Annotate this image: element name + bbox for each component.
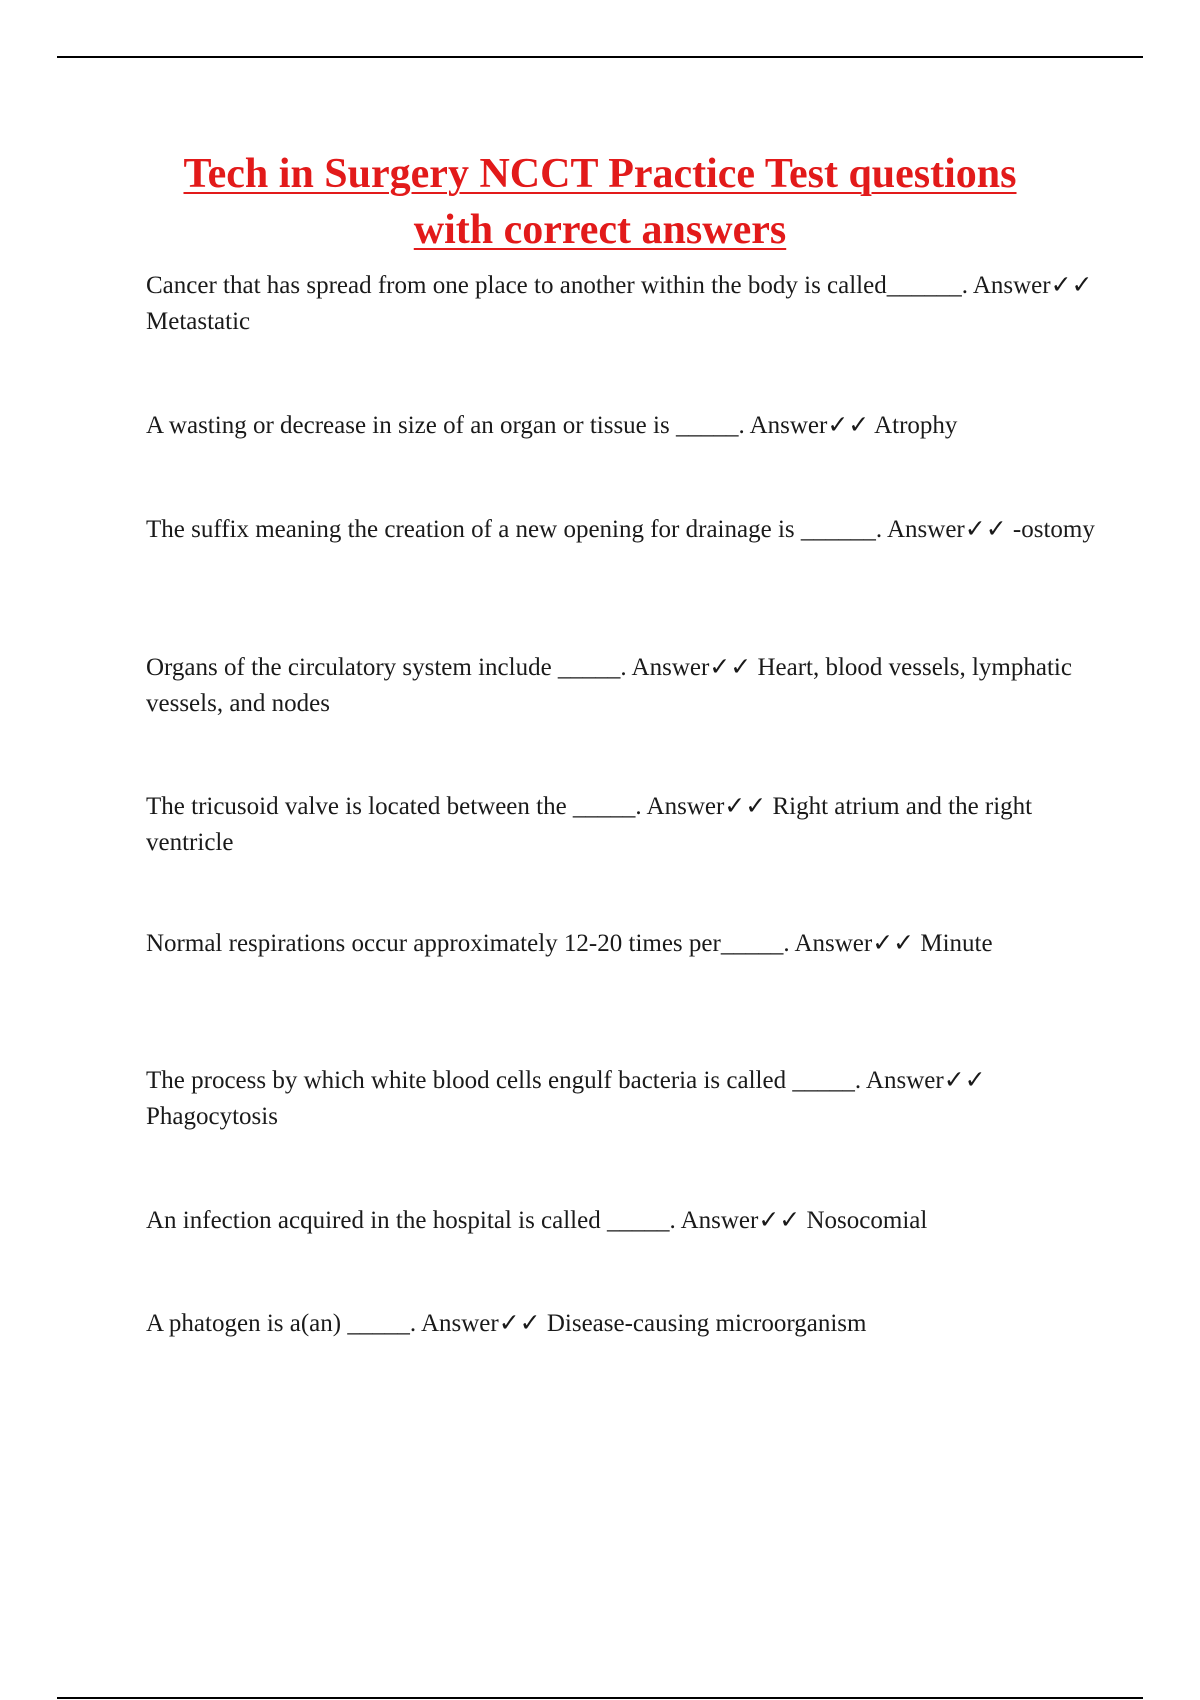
bottom-rule	[57, 1697, 1143, 1699]
title-line-2: with correct answers	[413, 207, 787, 253]
qa-item-3: The suffix meaning the creation of a new opening for drainage is ______. Answer✓✓ -ostomy	[146, 516, 1095, 543]
qa-item-7: The process by which white blood cells engulf bacteria is called _____. Answer✓✓ Phagocytosis	[146, 1067, 986, 1130]
qa-item-6: Normal respirations occur approximately 12-20 times per_____. Answer✓✓ Minute	[146, 930, 993, 957]
qa-item-9: A phatogen is a(an) _____. Answer✓✓ Disease-causing microorganism	[146, 1310, 867, 1337]
qa-item-2: A wasting or decrease in size of an organ or tissue is _____. Answer✓✓ Atrophy	[146, 412, 958, 439]
top-rule	[57, 56, 1143, 58]
qa-item-4: Organs of the circulatory system include _____. Answer✓✓ Heart, blood vessels, lymphatic vessels, and nodes	[146, 654, 1072, 717]
qa-item-1: Cancer that has spread from one place to another within the body is called______. Answer✓✓ Metastatic	[146, 272, 1093, 335]
document-title	[100, 146, 1100, 258]
title-line-1: Tech in Surgery NCCT Practice Test questions	[183, 151, 1017, 197]
qa-item-8: An infection acquired in the hospital is called _____. Answer✓✓ Nosocomial	[146, 1207, 928, 1234]
qa-item-5: The tricusoid valve is located between the _____. Answer✓✓ Right atrium and the right ventricle	[146, 793, 1033, 856]
